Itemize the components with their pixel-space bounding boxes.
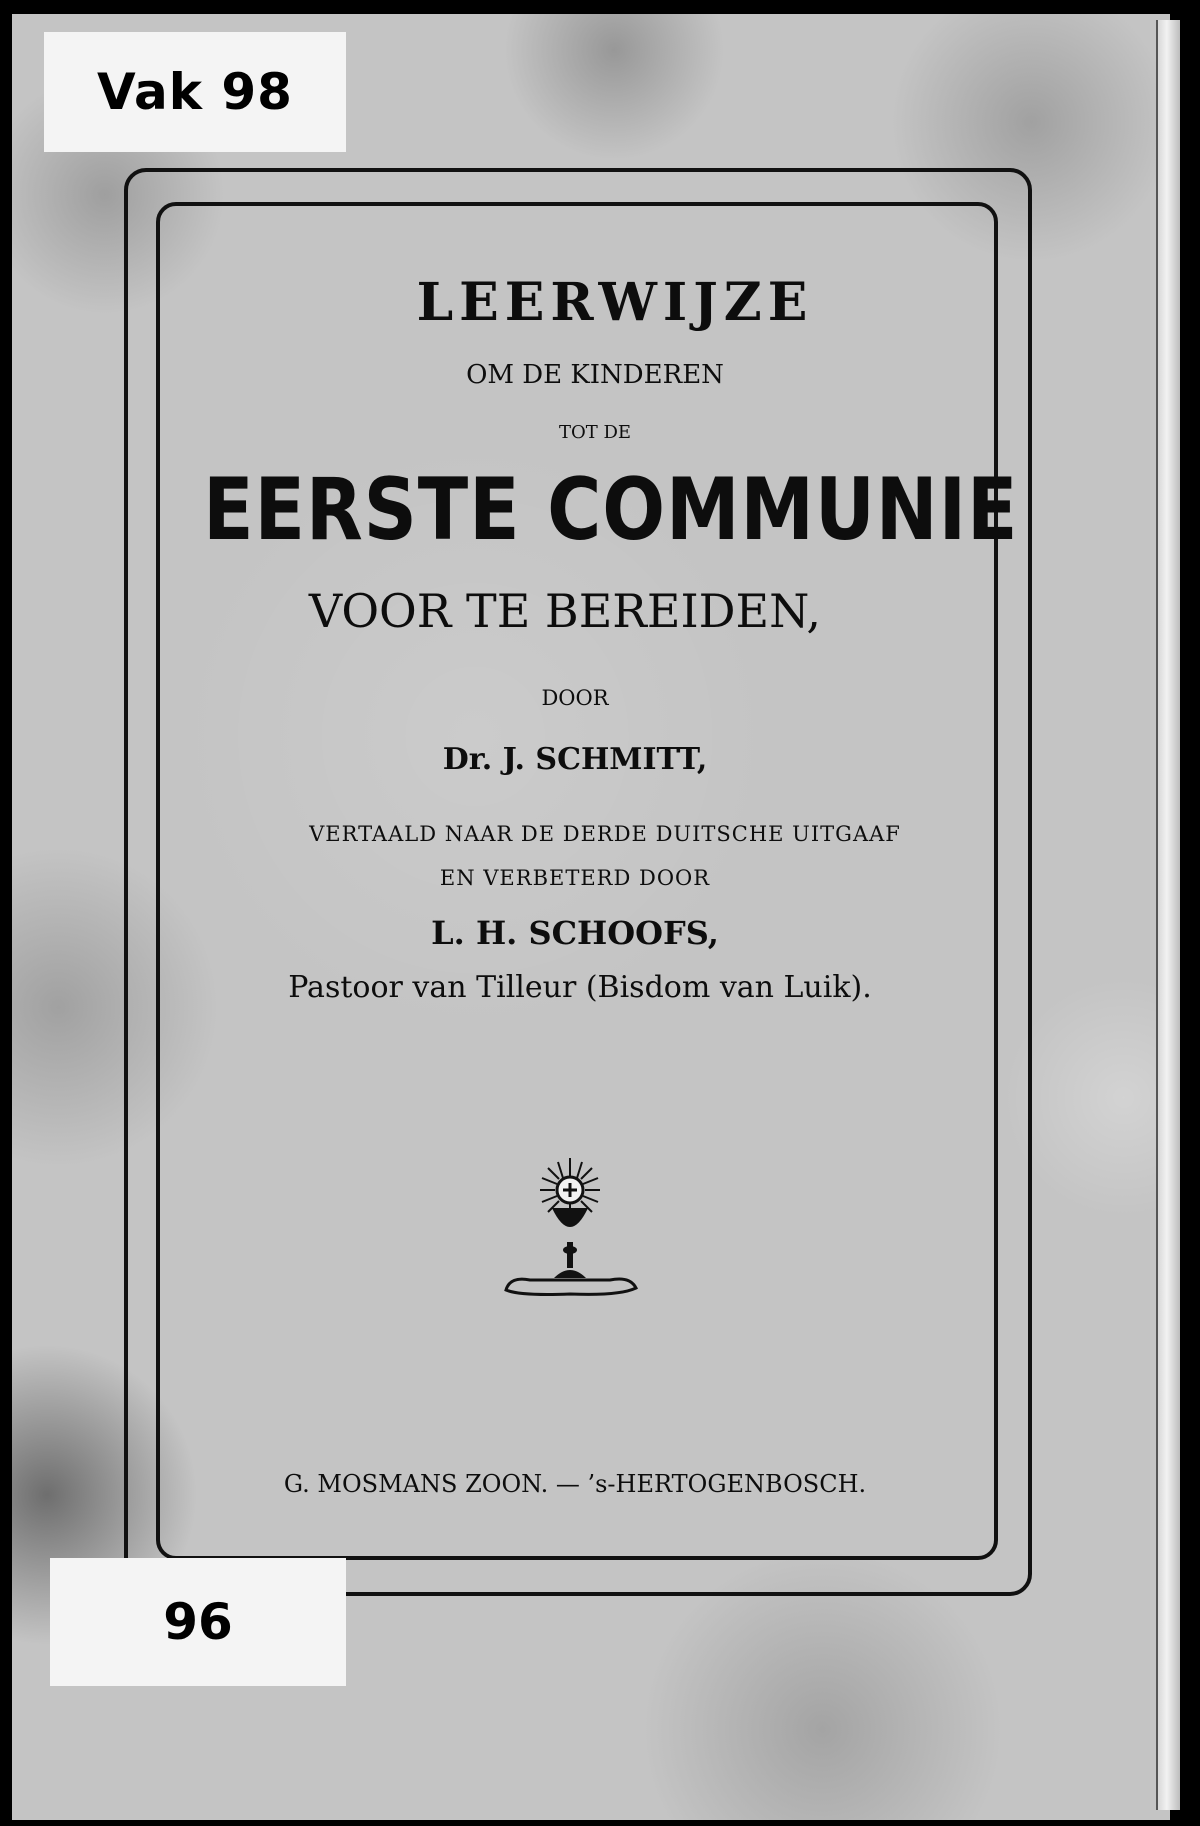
by-label: DOOR — [541, 686, 609, 710]
translator-name: L. H. SCHOOFS, — [431, 914, 719, 952]
chalice-with-host-icon — [500, 1150, 640, 1310]
title-tot-de: TOT DE — [558, 422, 632, 443]
page-edge — [1156, 20, 1180, 1810]
publisher-line: G. MOSMANS ZOON. — ’s-HERTOGENBOSCH. — [283, 1470, 867, 1498]
title-kinderen: OM DE KINDEREN — [466, 360, 724, 390]
title-eerste-communie: EERSTE COMMUNIE — [203, 460, 1019, 560]
title-voor-te-bereiden: VOOR TE BEREIDEN, — [308, 584, 822, 638]
translator-title: Pastoor van Tilleur (Bisdom van Luik). — [288, 970, 872, 1005]
shelf-label-top: Vak 98 — [44, 32, 346, 152]
title-leerwijze: LEERWIJZE — [416, 272, 814, 333]
author-name: Dr. J. SCHMITT, — [442, 742, 708, 777]
translation-note: VERTAALD NAAR DE DERDE DUITSCHE UITGAAF — [309, 822, 901, 846]
shelf-label-bottom: 96 — [50, 1558, 346, 1686]
improved-by-note: EN VERBETERD DOOR — [439, 866, 711, 890]
